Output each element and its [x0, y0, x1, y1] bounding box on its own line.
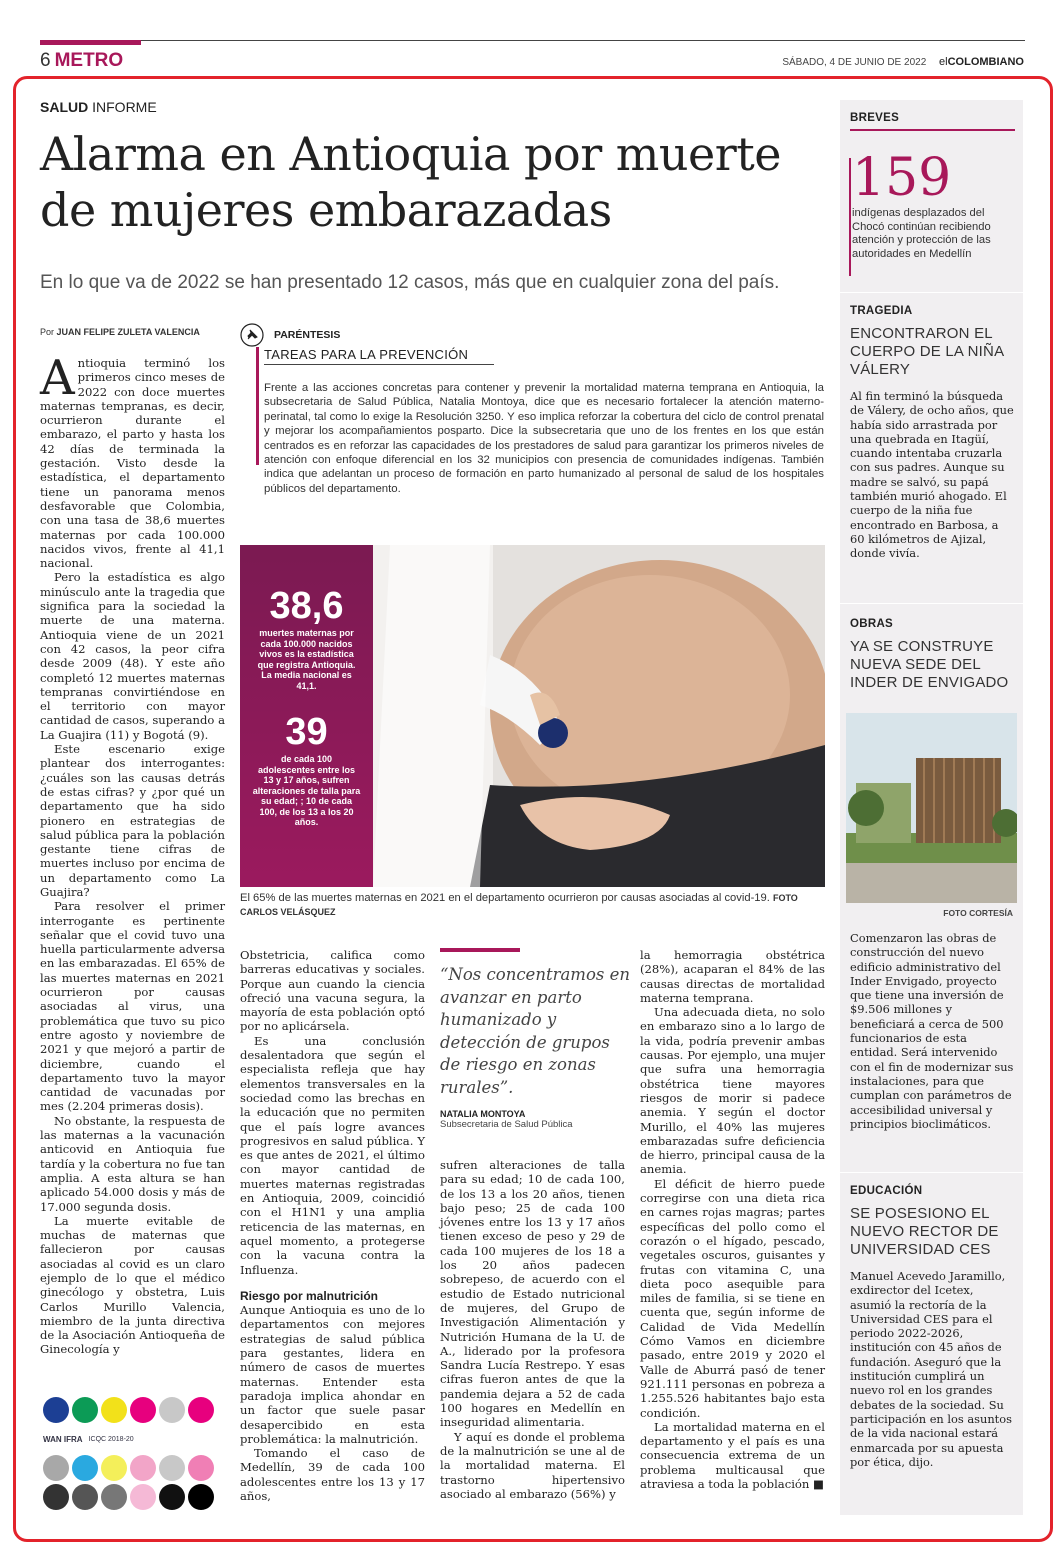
- color-dots-row: [43, 1455, 218, 1481]
- section-rule: [850, 129, 1015, 131]
- obras-photo-credit: FOTO CORTESÍA: [943, 908, 1013, 918]
- section-divider: [840, 292, 1023, 293]
- color-dots-row: [43, 1484, 218, 1510]
- obras-label: OBRAS: [850, 618, 894, 630]
- tragedia-section: [850, 305, 1015, 561]
- stat-2-value: 39: [285, 711, 328, 753]
- color-swatch-dot: [188, 1455, 214, 1481]
- parentesis-body: Frente a las acciones concretas para contener y prevenir la mortalidad materna temprana en Antioquia, la subsecretaria de Salud Pública, Natalia Montoya, dice que es necesario fortalecer la atención materno-perinatal, tal como lo exige la Resolución 3250. Y eso implica reforzar la cobertura del ciclo de control prenatal y mejorar los acompañamientos posparto. Dice la subsecretaria que uno de los frentes en los que están centrados es en reforzar las capacidades de los prestadores de salud para garantizar los primeros niveles de atención con enfoque diferencial en los 32 municipios con presencia de comunidades indígenas. También indica que adelantan un proceso de formación en parto humanizado al personal de salud de los hospitales públicos del departamento.: [264, 382, 824, 495]
- wan-ifra-mark: WAN IFRA ICQC 2018-20: [43, 1434, 134, 1444]
- tragedia-headline: ENCONTRARON EL CUERPO DE LA NIÑA VÁLERY: [850, 325, 1004, 378]
- section-divider: [840, 1172, 1023, 1173]
- color-swatch-dot: [159, 1455, 185, 1481]
- stat-2-text: de cada 100 adolescentes entre los 13 y 17 años, sufren alteraciones de talla para su edad; ; 10 de cada 100, de los 13 a los 20 años.: [252, 754, 361, 827]
- article-deck: En lo que va de 2022 se han presentado 12 casos, más que en cualquier zona del país.: [40, 272, 780, 293]
- paragraph: La muerte evitable de muchas de maternas que fallecieron por causas asociadas al covid es un claro ejemplo de lo que el médico ginecólogo y obstetra, Luis Carlos Murillo Valencia, miembro de la junta directiva de la Asociación Antioqueña de Ginecología y: [40, 1213, 225, 1357]
- paragraph: Aunque Antioquia es uno de lo departamentos con mejores estrategias de salud pública para gestantes, lidera en número de casos de muertes maternas. Entender esta paradoja implica ahondar en un factor que suele pasar desapercibido en esta problemática: la malnutrición.: [240, 1303, 425, 1446]
- paragraph: El déficit de hierro puede corregirse con una dieta rica en carnes rojas magras; partes específicas del pollo como el corazón o el hígado, pescado, vegetales oscuros, guisantes y frutas con vitamina C, una dieta poco asequible para miles de familia, si se tiene en cuenta que, según informe de Calidad de Vida Medellín Cómo Vamos en diciembre pasado, entre 2019 y 2020 el Valle de Aburrá pasó de tener 921.111 personas en pobreza a 1.255.526 habitantes bajo esta condición.: [640, 1176, 825, 1420]
- color-swatch-dot: [101, 1484, 127, 1510]
- print-color-bar: [43, 1397, 218, 1517]
- body-column-4: [640, 948, 825, 1491]
- paragraph: La mortalidad materna en el departamento y el país es una consecuencia extrema de un problema multicausal que atraviesa a toda la población ■: [640, 1419, 825, 1491]
- color-swatch-dot: [130, 1484, 156, 1510]
- sidebar: [840, 100, 1023, 1515]
- parentesis-title: TAREAS PARA LA PREVENCIÓN: [264, 347, 494, 365]
- educacion-section: [850, 1185, 1015, 1469]
- byline: Por JUAN FELIPE ZULETA VALENCIA: [40, 327, 200, 337]
- body-column-3: [440, 1158, 625, 1501]
- paragraph: Para resolver el primer interrogante es pertinente señalar que el covid tuvo una huella particularmente adversa en las embarazadas. El 65% de las muertes maternas en 2021 ocurrieron por causas asociadas al virus, una problemática que tuvo su pico entre agosto y noviembre de 2021 y que mejoró a partir de diciembre, cuando el departamento tuvo la mayor cantidad de vacunadas por mes (2.204 primeras dosis).: [40, 899, 225, 1114]
- parentesis-label: PARÉNTESIS: [274, 329, 341, 341]
- body-column-1: [40, 350, 225, 1357]
- obras-section: [850, 618, 1015, 692]
- quote-accent-bar: [440, 948, 520, 952]
- article-headline: Alarma en Antioquia por muerte de mujeres embarazadas: [40, 127, 781, 237]
- quote-text: “Nos concentramos en avanzar en parto humanizado y detección de grupos de riesgo en zonas rurales”.: [440, 965, 630, 1097]
- article-kicker: SALUD INFORME: [40, 99, 157, 115]
- photo-credit: FOTO CARLOS VELÁSQUEZ: [240, 893, 798, 917]
- newspaper-logo: elCOLOMBIANO: [939, 56, 1024, 68]
- section-name: METRO: [54, 50, 124, 71]
- breves-text: indígenas desplazados del Chocó continúan recibiendo atención y protección de las autoridades en Medellín: [852, 207, 991, 260]
- body-column-2: [240, 948, 425, 1503]
- paragraph: Antioquia terminó los primeros cinco meses de 2022 con doce muertes maternas tempranas, es decir, ocurrieron durante el embarazo, el parto y hasta los 42 días de terminada la gestación. Visto desde la estadística, el departamento tiene un panorama menos desfavorable que Colombia, con una tasa de 38,6 muertes maternas por cada 100.000 nacidos vivos, frente al 41,1 nacional.: [40, 350, 225, 571]
- color-swatch-dot: [72, 1484, 98, 1510]
- obras-body-wrap: [850, 925, 1015, 1131]
- educacion-headline: SE POSESIONO EL NUEVO RECTOR DE UNIVERSIDAD CES: [850, 1205, 999, 1258]
- quote-author: NATALIA MONTOYA: [440, 1109, 526, 1119]
- obras-body: Comenzaron las obras de construcción del nuevo edificio administrativo del Inder Envigado, proyecto que tiene una inversión de $9.506 millones y beneficiará a cerca de 500 funcionarios de esta entidad. Será intervenido con el fin de modernizar sus instalaciones, para que cumplan con parámetros de accesibilidad universal y principios bioclimáticos.: [850, 931, 1014, 1131]
- breves-number: 159: [852, 148, 952, 208]
- photo-caption: El 65% de las muertes maternas en 2021 en el departamento ocurrieron por causas asociadas al covid-19. FOTO CARLOS VELÁSQUEZ: [240, 892, 798, 917]
- educacion-body: Manuel Acevedo Jaramillo, exdirector del Icetex, asumió la rectoría de la Universidad CES para el periodo 2022-2026, institución con 45 años de fundación. Aseguró que la institución cumplirá un nuevo rol en los grandes debates de la sociedad. Su participación en los asuntos de la vida nacional estará enmarcada por su apuesta por ética, dijo.: [850, 1269, 1012, 1469]
- paragraph: No obstante, la respuesta de las maternas a la vacunación anticovid en Antioquia fue tardía y la cobertura no fue tan amplia. A esta altura se han aplicado 54.000 dosis y más de 17.000 segunda dosis.: [40, 1113, 225, 1214]
- paragraph: Es una conclusión desalentadora que según el especialista refleja que hay elementos transversales en la sociedad como las brechas en la educación que no permiten que el país logre avances progresivos en salud pública. Y es que antes de 2021, el último con mayor cantidad de muertes maternas registradas en Antioquia, 2009, coincidió con el H1N1 y una amplia reticencia de las maternas, en aquel momento, a protegerse con la vacuna contra la Influenza.: [240, 1033, 425, 1277]
- drop-cap: A: [40, 350, 75, 406]
- paragraph: Este escenario exige plantear dos interrogantes: ¿cuáles son las causas detrás de estas cifras? y ¿por qué un departamento que ha sido pionero en estrategias de salud pública para la población gestante tiene cifras de muertes incluso por encima de un departamento como La Guajira?: [40, 742, 225, 899]
- section-divider: [840, 603, 1023, 604]
- breves-section: [850, 112, 1015, 131]
- color-dots-row: [43, 1397, 218, 1423]
- color-swatch-dot: [130, 1455, 156, 1481]
- breves-accent-line: [849, 158, 851, 276]
- pushpin-icon: [240, 323, 264, 347]
- breves-label: BREVES: [850, 112, 900, 124]
- subheading: Riesgo por malnutrición: [240, 1288, 379, 1303]
- page-number: 6 METRO: [40, 50, 124, 71]
- tragedia-body: Al fin terminó la búsqueda de Válery, de ocho años, que había sido arrastrada por una quebrada en Itagüí, cuando intentaba cruzarla con sus padres. Aunque su madre se salvó, su papá también murió ahogado. El cuerpo de la niña fue encontrado en Barbosa, a 60 kilómetros de Ajizal, donde vivía.: [850, 389, 1014, 561]
- color-swatch-dot: [101, 1397, 127, 1423]
- color-swatch-dot: [72, 1455, 98, 1481]
- paragraph: Obstetricia, califica como barreras educativas y sociales. Porque aun cuando la ciencia ofreció una vacuna segura, la mayoría de esta población optó por no aplicársela.: [240, 948, 425, 1034]
- paragraph: Una adecuada dieta, no solo en embarazo sino a lo largo de la vida, podría prevenir ambas causas. Por ejemplo, una mujer que sufra una hemorragia obstétrica tiene mayores riesgos de morir si padece anemia. Y según el doctor Murillo, el 40% las mujeres embarazadas sufre deficiencia de hierro, principal causa de la anemia.: [640, 1005, 825, 1177]
- paragraph: Tomando el caso de Medellín, 39 de cada 100 adolescentes entre los 13 y 17 años,: [240, 1446, 425, 1503]
- paragraph: sufren alteraciones de talla para su edad; 10 de cada 100, de los 13 a los 20 años, tienen bajo peso; 25 de cada 100 jóvenes entre los 13 y 17 años tienen exceso de peso y 29 de cada 100 mujeres de los 18 a los 20 años padecen sobrepeso, de acuerdo con el estudio de Estado nutricional de mujeres, del Grupo de Investigación Alimentación y Nutrición Humana de la U. de A., liderado por la profesora Sandra Lucía Restrepo. Y esas cifras fueron antes de que la pandemia dejara a 52 de cada 100 hogares en Medellín en inseguridad alimentaria.: [440, 1158, 625, 1430]
- educacion-label: EDUCACIÓN: [850, 1185, 923, 1197]
- stats-panel: [240, 545, 373, 887]
- color-swatch-dot: [72, 1397, 98, 1423]
- color-swatch-dot: [188, 1484, 214, 1510]
- issue-date: SÁBADO, 4 DE JUNIO DE 2022: [782, 57, 927, 68]
- stat-1-value: 38,6: [269, 585, 344, 627]
- obras-headline: YA SE CONSTRUYE NUEVA SEDE DEL INDER DE ENVIGADO: [850, 638, 1009, 691]
- parentesis-accent-bar: [256, 347, 259, 465]
- color-swatch-dot: [43, 1455, 69, 1481]
- color-swatch-dot: [130, 1397, 156, 1423]
- paragraph: la hemorragia obstétrica (28%), acaparan el 84% de las causas directas de mortalidad materna temprana.: [640, 948, 825, 1005]
- paragraph: Y aquí es donde el problema de la malnutrición se une al de la mortalidad materna. El trastorno hipertensivo asociado al embarazo (56%) y: [440, 1429, 625, 1501]
- section-accent-bar: [40, 40, 141, 45]
- building-render-illustration: [846, 713, 1017, 903]
- color-swatch-dot: [43, 1397, 69, 1423]
- color-swatch-dot: [159, 1484, 185, 1510]
- pull-quote: [440, 948, 630, 1130]
- header-rule: [40, 40, 1025, 41]
- quote-author-role: Subsecretaria de Salud Pública: [440, 1119, 573, 1130]
- color-swatch-dot: [43, 1484, 69, 1510]
- color-swatch-dot: [159, 1397, 185, 1423]
- masthead: [782, 56, 1024, 68]
- color-swatch-dot: [188, 1397, 214, 1423]
- inder-building-photo: [846, 713, 1017, 903]
- stat-1-text: muertes maternas por cada 100.000 nacidos vivos es la estadística que registra Antioquia. La media nacional es 41,1.: [257, 628, 356, 691]
- tragedia-label: TRAGEDIA: [850, 305, 913, 317]
- paragraph: Pero la estadística es algo minúsculo ante la tragedia que significa para la sociedad la muerte de una materna. Antioquia viene de un 2021 con 42 casos, la peor cifra desde 2009 (48). Y este año completó 12 muertes maternas tempranas convirtiéndose en el territorio con mayor cantidad de casos, superando a La Guajira (11) y Bogotá (9).: [40, 570, 225, 742]
- pregnancy-photo: [240, 545, 825, 887]
- color-swatch-dot: [101, 1455, 127, 1481]
